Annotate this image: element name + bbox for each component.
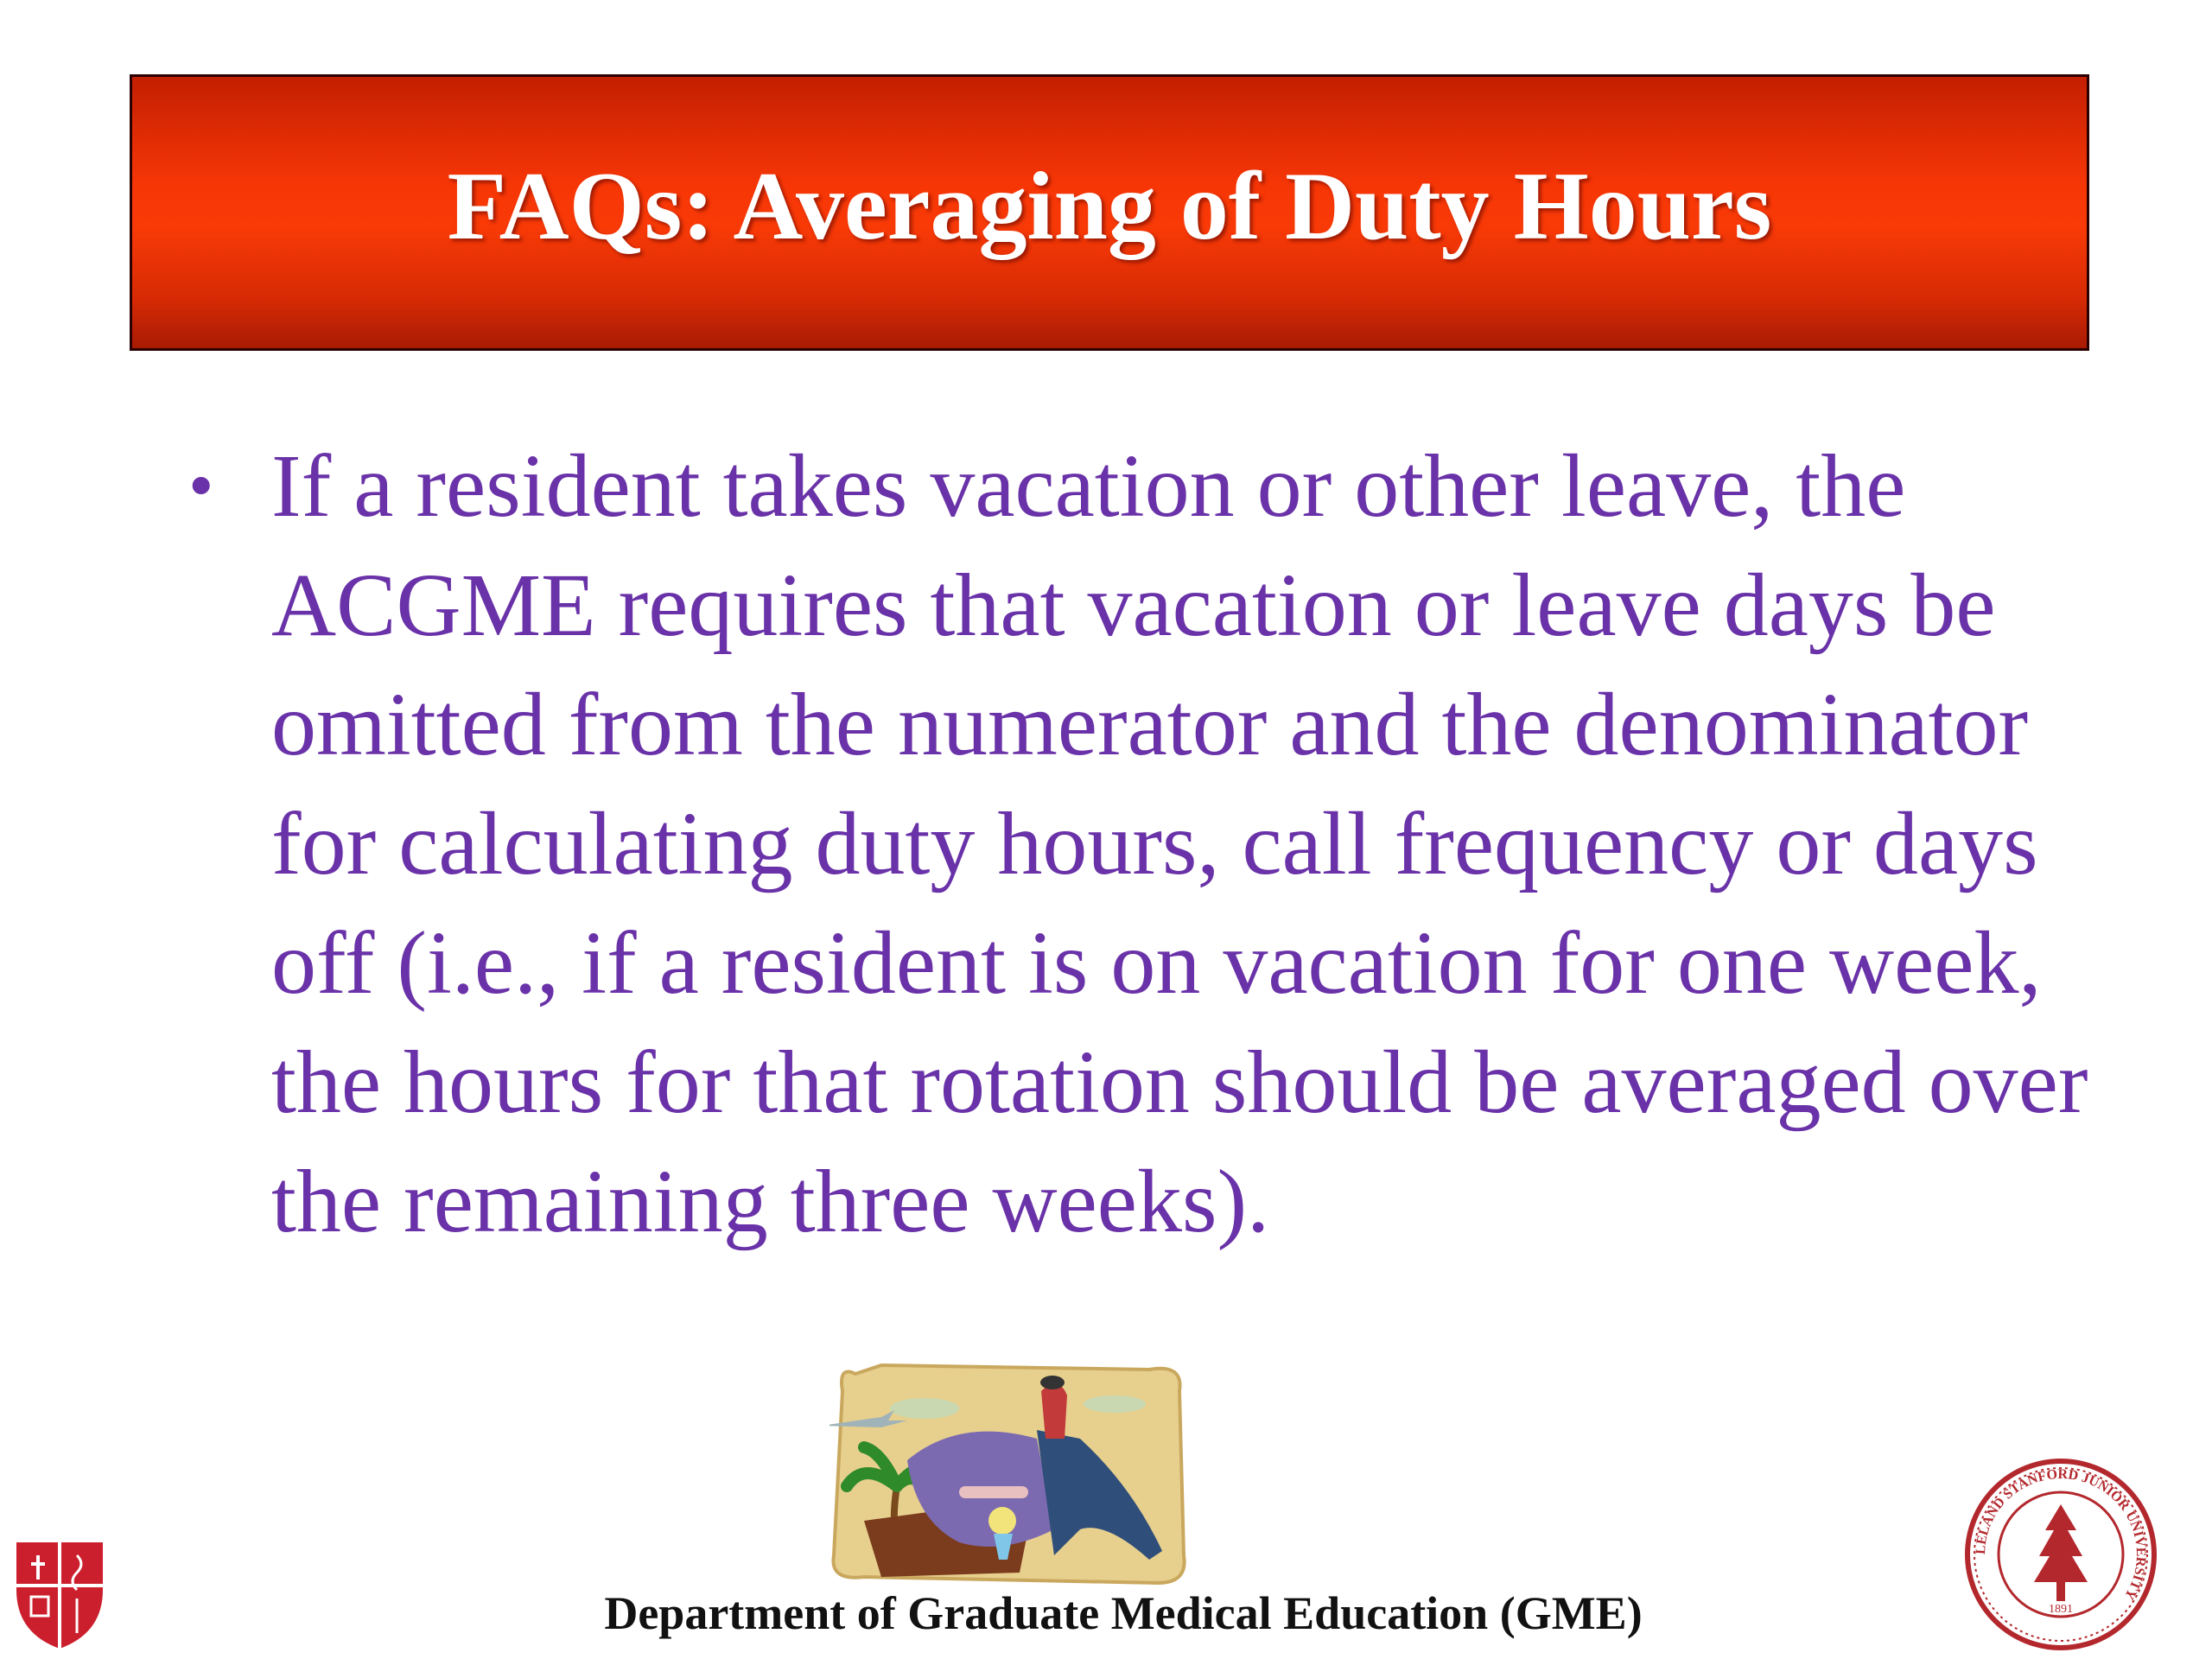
title-banner (130, 74, 2089, 351)
seal-text: LELAND STANFORD JUNIOR UNIVERSITY (1973, 1466, 2149, 1603)
seal-year: 1891 (2049, 1603, 2073, 1616)
bullet-marker: • (188, 446, 214, 526)
bullet-text: If a resident takes vacation or other leave, the ACGME requires that vacation or leave days be omitted from the numerator and the denominator for calculating duty hours, call frequency or days off (i.e., if a resident is on vacation for one week, the hours for that rotation should be averaged over the remaining three weeks). (271, 436, 2088, 1251)
slide-title: FAQs: Averaging of Duty Hours (447, 152, 1772, 260)
footer-department: Department of Graduate Medical Education (GME) (604, 1587, 1643, 1639)
vacation-clipart-icon (830, 1357, 1192, 1590)
bullet-item (188, 427, 2089, 1262)
